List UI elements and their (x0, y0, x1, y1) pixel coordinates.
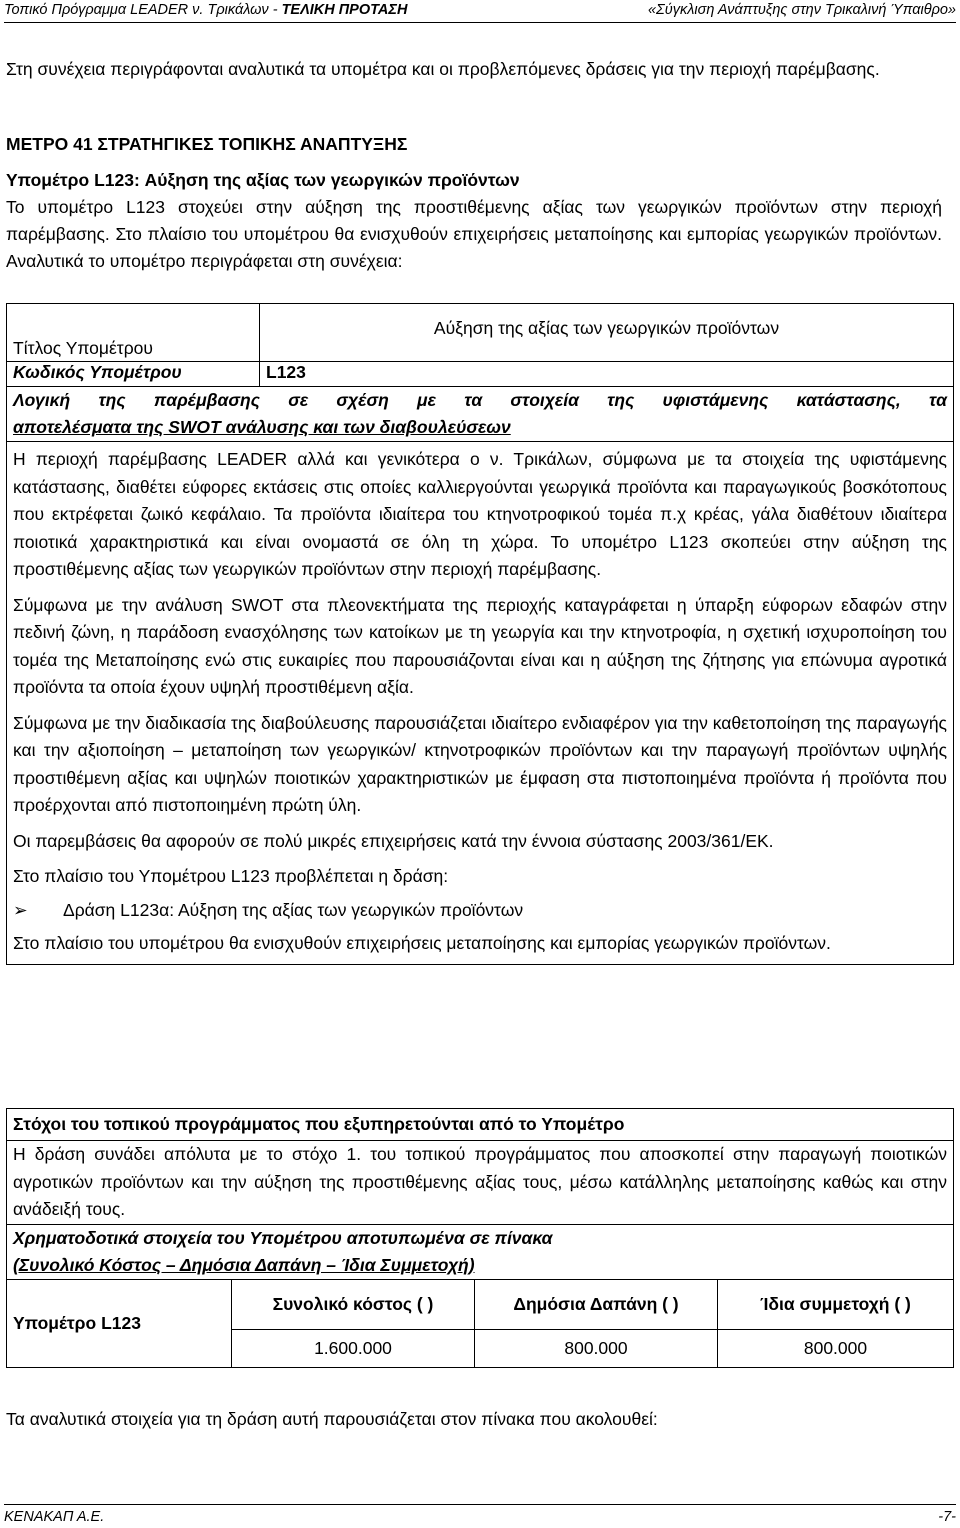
logic-paragraph-4: Οι παρεμβάσεις θα αφορούν σε πολύ μικρές επιχειρήσεις κατά την έννοια σύστασης 2003/361/ΕΚ. (13, 830, 774, 851)
page-header (4, 0, 956, 23)
objectives-text-cell (7, 1141, 954, 1225)
code-label-cell (7, 362, 260, 387)
logic-paragraph-6: Στο πλαίσιο του υπομέτρου θα ενισχυθούν επιχειρήσεις μεταποίησης και εμπορίας γεωργικών προϊόντων. (13, 933, 831, 953)
header-right: «Σύγκλιση Ανάπτυξης στην Τρικαλινή Ύπαιθρο» (647, 2, 956, 18)
col2-header: Δημόσια Δαπάνη ( ) (513, 1293, 679, 1314)
footer-page-number: -7- (938, 1509, 956, 1525)
col1-value-cell (232, 1329, 475, 1367)
page-footer (4, 1504, 956, 1525)
col3-header: Ίδια συμμετοχή ( ) (760, 1293, 911, 1314)
bullet-arrow-icon: ➢ (13, 899, 28, 920)
closing-paragraph: Τα αναλυτικά στοιχεία για τη δράση αυτή παρουσιάζεται στον πίνακα που ακολουθεί: (6, 1409, 658, 1429)
action-bullet-text: Δράση L123α: Αύξηση της αξίας των γεωργικών προϊόντων (63, 899, 524, 920)
title-value: Αύξηση της αξίας των γεωργικών προϊόντων (433, 318, 780, 338)
logic-heading-line1: Λογική της παρέμβασης σε σχέση με τα στοιχεία της υφιστάμενης κατάστασης, τα (13, 390, 947, 410)
header-left-text: Τοπικό Πρόγραμμα LEADER ν. Τρικάλων - (4, 2, 282, 18)
submeasure-description: Το υπομέτρο L123 στοχεύει στην αύξηση της προστιθέμενης αξίας των γεωργικών προϊόντων στην περιοχή παρέμβασης. Στο πλαίσιο του υπομέτρου θα ενισχυθούν επιχειρήσεις μεταποίησης και εμπορίας γεωργικών προϊόντων. Αναλυτικά το υπομέτρο περιγράφεται στη συνέχεια: (6, 197, 942, 271)
financial-heading-cell (7, 1224, 954, 1279)
header-left (4, 2, 407, 18)
logic-body-cell (7, 442, 954, 965)
logic-heading-cell (7, 387, 954, 442)
financial-row-label-cell (7, 1279, 232, 1367)
financial-heading-line2: (Συνολικό Κόστος – Δημόσια Δαπάνη – Ίδια Συμμετοχή) (13, 1254, 475, 1275)
title-value-cell (260, 304, 954, 362)
col2-value-cell (475, 1329, 718, 1367)
submeasure-title: Υπομέτρο L123: Αύξηση της αξίας των γεωργικών προϊόντων (6, 170, 520, 190)
measure-title: ΜΕΤΡΟ 41 ΣΤΡΑΤΗΓΙΚΕΣ ΤΟΠΙΚΗΣ ΑΝΑΠΤΥΞΗΣ (6, 134, 408, 154)
code-value: L123 (266, 362, 306, 382)
col3-value-cell (718, 1329, 954, 1367)
title-label-cell (7, 304, 260, 362)
financial-heading-line1: Χρηματοδοτικά στοιχεία του Υπομέτρου αποτυπωμένα σε πίνακα (13, 1227, 553, 1248)
logic-heading-line2: αποτελέσματα της SWOT ανάλυσης και των διαβουλεύσεων (13, 417, 511, 437)
title-label: Τίτλος Υπομέτρου (13, 338, 153, 358)
col1-header: Συνολικό κόστος ( ) (272, 1293, 434, 1314)
logic-paragraph-5: Στο πλαίσιο του Υπομέτρου L123 προβλέπεται η δράση: (13, 866, 449, 886)
submeasure-table (6, 303, 954, 965)
code-label: Κωδικός Υπομέτρου (13, 362, 182, 382)
col1-value: 1.600.000 (314, 1337, 392, 1358)
col2-value: 800.000 (564, 1337, 628, 1358)
logic-paragraph-2: Σύμφωνα με την ανάλυση SWOT στα πλεονεκτήματα της περιοχής καταγράφεται η ύπαρξη εύφορων εδαφών στην πεδινή ζώνη, η παράδοση ενασχόλησης των κατοίκων με τη γεωργία και την κτηνοτροφία, η σχετική ισχυροποίηση του τομέα της Μεταποίησης ενώ στις ευκαιρίες που παρουσιάζονται είναι και η αύξηση της ζήτησης για επώνυμα αγροτικά προϊόντα τα οποία έχουν υψηλή προστιθέμενη αξία. (13, 594, 947, 697)
code-value-cell (260, 362, 954, 387)
col3-header-cell (718, 1279, 954, 1329)
financial-row-label: Υπομέτρο L123 (13, 1312, 141, 1333)
objectives-text: Η δράση συνάδει απόλυτα με το στόχο 1. του τοπικού προγράμματος που αποσκοπεί στην παραγωγή ποιοτικών αγροτικών προϊόντων και την αύξηση της προστιθέμενης αξίας τους, μέσω κατάλληλης μεταποίησης καθώς και στην ανάδειξή τους. (13, 1144, 947, 1219)
action-bullet (13, 897, 947, 925)
header-left-bold: ΤΕΛΙΚΗ ΠΡΟΤΑΣΗ (281, 2, 408, 18)
objectives-heading-cell (7, 1109, 954, 1141)
footer-company: ΚΕΝΑΚΑΠ Α.Ε. (4, 1509, 105, 1525)
col3-value: 800.000 (803, 1337, 868, 1358)
intro-paragraph: Στη συνέχεια περιγράφονται αναλυτικά τα υπομέτρα και οι προβλεπόμενες δράσεις για την περιοχή παρέμβασης. (6, 59, 880, 79)
logic-paragraph-1: Η περιοχή παρέμβασης LEADER αλλά και γενικότερα ο ν. Τρικάλων, σύμφωνα με τα στοιχεία της υφιστάμενης κατάστασης, διαθέτει εύφορες εκτάσεις στις οποίες καλλιεργούνται γεωργικά προϊόντα και παραγωγικούς βοσκότοπους που εκτρέφεται ζωικό κεφάλαιο. Τα προϊόντα ιδιαίτερα του κτηνοτροφικού τομέα π.χ κρέας, γάλα διαθέτουν ιδιαίτερα ποιοτικά χαρακτηριστικά και είναι ονομαστά σε όλη τη χώρα. Το υπομέτρο L123 σκοπεύει στην αύξηση της προστιθέμενης αξίας των γεωργικών προϊόντων στην περιοχή παρέμβασης. (13, 449, 947, 579)
logic-paragraph-3: Σύμφωνα με την διαδικασία της διαβούλευσης παρουσιάζεται ιδιαίτερο ενδιαφέρον για την καθετοποίηση της παραγωγής και την αξιοποίηση – μεταποίηση των γεωργικών/ κτηνοτροφικών προϊόντων και την παραγωγή προϊόντων υψηλής προστιθέμενη αξίας και υψηλών ποιοτικών χαρακτηριστικών με έμφαση στα πιστοποιημένα προϊόντα ή προϊόντα που προέρχονται από πιστοποιημένη πρώτη ύλη. (13, 712, 947, 815)
objectives-heading: Στόχοι του τοπικού προγράμματος που εξυπηρετούνται από το Υπομέτρο (13, 1114, 625, 1134)
col2-header-cell (475, 1279, 718, 1329)
objectives-table (6, 1108, 954, 1368)
col1-header-cell (232, 1279, 475, 1329)
